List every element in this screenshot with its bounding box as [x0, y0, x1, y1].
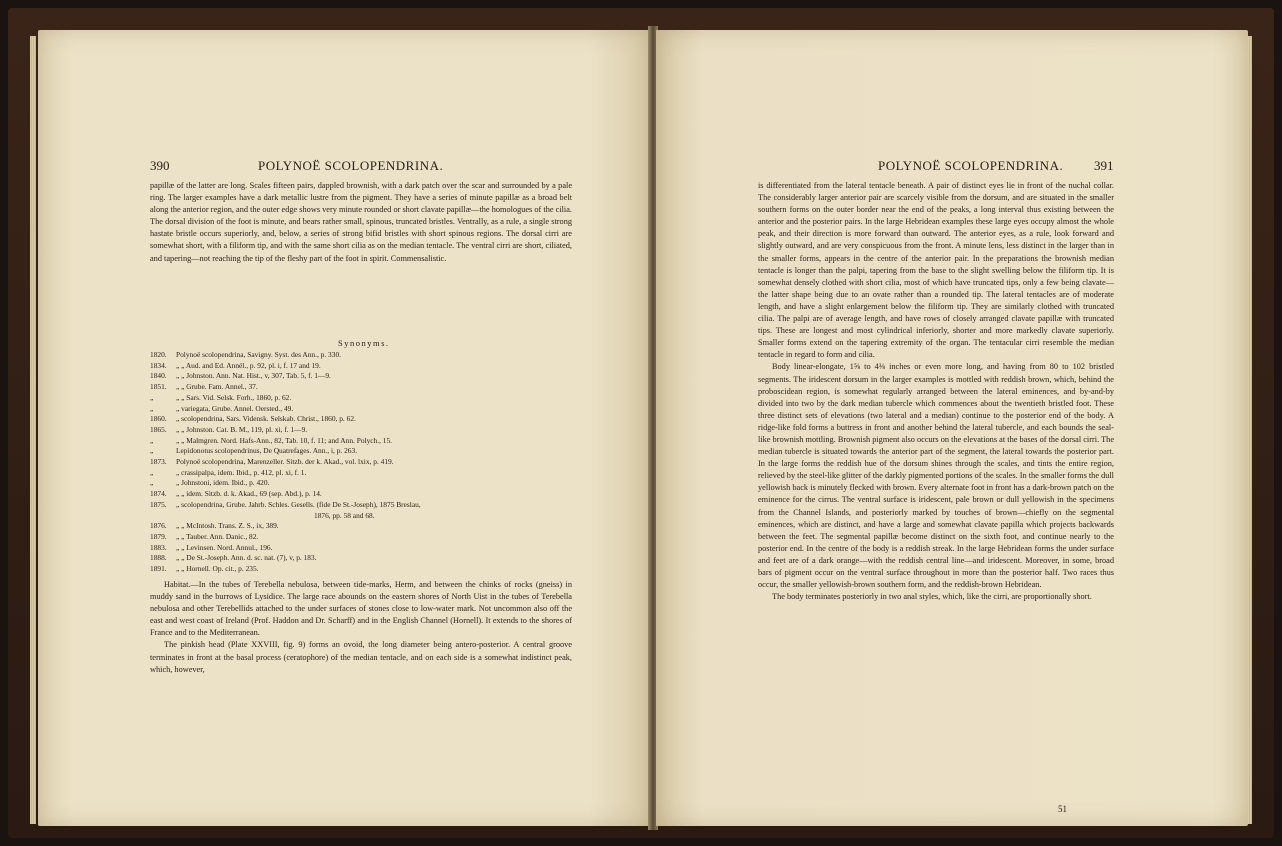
synonym-row: [150, 478, 580, 489]
synonym-reference: „ „ Aud. and Ed. Annél., p. 92, pl. i, f. 17 and 19.: [176, 360, 321, 370]
left-page: [38, 30, 650, 826]
synonym-row: [150, 564, 580, 575]
synonym-year: „: [150, 478, 154, 488]
synonym-row: [150, 350, 580, 361]
synonym-reference: „ „ Grube. Fam. Annel., 37.: [176, 382, 258, 392]
right-running-head: POLYNOË SCOLOPENDRINA.: [878, 158, 1064, 173]
synonym-reference: „ Johnstoni, idem. Ibid., p. 420.: [176, 478, 270, 488]
synonym-reference: „ „ Levinsen. Nord. Annul., 196.: [176, 542, 273, 552]
book-spread: [8, 8, 1274, 838]
synonym-row: [150, 436, 580, 447]
synonyms-list: [150, 350, 580, 575]
anal-styles-paragraph: The body terminates posteriorly in two anal styles, which, like the cirri, are proportionally short.: [772, 592, 1092, 602]
eyes-tentacle-paragraph: is differentiated from the lateral tentacle beneath. A pair of distinct eyes lie in front of the nuchal collar. The considerably larger anterior pair are scarcely visible from the dorsum, and are situated in the smaller southern forms on the outer border near the end of the peaks, a long interval thus existing between the anterior and the posterior pairs. In the large Hebridean examples these large eyes occupy almost the whole peak, and their direction is more forward than outward. The anterior eyes, as a rule, look forward and slightly outward, and are very conspicuous from the front. A minute lens, less distinct in the larger than in the smaller forms, appears in the centre of the anterior pair. In the preparations the brownish median tentacle is longer than the palpi, tapering from the base to the slight swelling below the filiform tip. It is somewhat densely clothed with short cilia, most of which have truncated tips, only a few being clavate—the latter shape being due to an ovate rather than a rounded tip. The lateral tentacles are of moderate length, and have a slight enlargement below the filiform tip. They are similarly clothed with truncated cilia. The palpi are of average length, and have rows of closely arranged clavate papillæ with truncated tips. These are longest and most cylindrical inferiorly, shorter and more markedly clavate superiorly. Smaller forms extend on the tapering extremity of the organ. The tentacular cirri resemble the median tentacle in regard to form and cilia.: [758, 181, 1114, 360]
right-body-text: [758, 180, 1114, 603]
body-description-paragraph: Body linear-elongate, 1⅝ to 4⅜ inches or even more long, and having from 80 to 102 bristled segments. The iridescent dorsum in the larger examples is mottled with reddish brown, which, behind the proboscidean region, is somewhat regularly arranged between the lateral eminences, and by-and-by divided into two by the dark median tubercle which commences about the twentieth bristled foot. These three distinct sets of elevations (two lateral and a median) continue to the posterior end of the body. A ridge-like fold forms a buttress in front and another behind the lateral tubercle, and each bounds the seal-like brownish mottling. Brownish pigment also occurs on the elevations at the bases of the dorsal cirri. The median tubercle is situated towards the anterior part of the segment, the lateral towards the posterior part. In the large forms the reddish hue of the dorsum shines through the scales, and tints the entire region, relieved by the steel-like glitter of the darkly pigmented portions of the scales. In the smaller forms the dull yellowish back is minutely flecked with brown. Every alternate foot in front has a dark-brown patch on the eminence for the cirrus. The ventral surface is iridescent, pale brown or dull yellowish in the specimens from the Channel Islands, and posteriorly marked by touches of brown—chiefly on the segmental eminences, which are distinct, and have a large and somewhat clavate papilla which projects backwards between the feet. The segmental papillæ become distinct on the sixth foot, and continue nearly to the posterior end. In the centre of the body is a reddish streak. In the large Hebridean forms the under surface and feet are of a dark orange—with the reddish central line—and iridescent. Moreover, in some, broad bars of pigment occur on the ventral surface throughout in more than the posterior half. Two races thus occur, the smaller yellowish-brown southern form, and the reddish-brown Hebridean.: [758, 362, 1114, 590]
synonym-row: [150, 500, 580, 511]
synonym-row: [150, 521, 580, 532]
synonym-row: [150, 393, 580, 404]
synonym-row: [150, 414, 580, 425]
synonyms-heading: Synonyms.: [338, 338, 390, 348]
synonym-reference: „ variegata, Grube. Annel. Oersted., 49.: [176, 403, 294, 413]
synonym-row: [150, 532, 580, 543]
synonym-reference: Polynoë scolopendrina, Marenzeller. Sitzb. der k. Akad., vol. lxix, p. 419.: [176, 457, 394, 467]
synonym-year: 1883.: [150, 542, 167, 552]
synonym-year: 1840.: [150, 371, 167, 381]
synonym-row: [150, 425, 580, 436]
synonym-year: „: [150, 467, 154, 477]
synonym-reference: „ „ McIntosh. Trans. Z. S., ix, 389.: [176, 521, 279, 531]
synonym-reference: Polynoë scolopendrina, Savigny. Syst. des Ann., p. 330.: [176, 350, 341, 359]
synonym-year: 1820.: [150, 350, 167, 359]
synonym-year: 1873.: [150, 457, 167, 467]
synonym-year: 1834.: [150, 360, 167, 370]
synonym-reference: „ „ Johnston. Cat. B. M., 119, pl. xi, f. 1—9.: [176, 424, 308, 434]
synonym-row: [150, 489, 580, 500]
head-paragraph: The pinkish head (Plate XXVIII, fig. 9) forms an ovoid, the long diameter being antero-posterior. A central groove terminates in front at the basal process (ceratophore) of the median tentacle, and on each side is a somewhat indistinct peak, which, however,: [150, 640, 572, 674]
synonym-reference: „ „ idem. Sitzb. d. k. Akad., 69 (sep. Abd.), p. 14.: [176, 489, 322, 499]
synonym-reference: „ „ Tauber. Ann. Danic., 82.: [176, 531, 259, 541]
left-habitat-block: [150, 579, 572, 676]
right-page: [656, 30, 1248, 826]
synonym-row: 1876, pp. 58 and 68.: [314, 510, 375, 520]
left-intro-paragraph: [150, 180, 572, 265]
synonym-year: „: [150, 403, 154, 413]
synonym-year: 1876.: [150, 521, 167, 531]
synonym-row: [150, 371, 580, 382]
synonym-row: [150, 468, 580, 479]
synonym-reference: „ „ Malmgren. Nord. Hafs-Ann., 82, Tab. 10, f. 11; and Ann. Polych., 15.: [176, 435, 393, 445]
synonym-year: „: [150, 446, 154, 456]
synonym-row: [150, 404, 580, 415]
synonym-row: [150, 457, 580, 468]
synonym-reference: „ scolopendrina, Grube. Jahrb. Schles. Gesells. (fide De St.-Joseph), 1875 Breslau,: [176, 499, 421, 509]
left-page-number: 390: [150, 158, 170, 173]
synonym-year: 1865.: [150, 424, 167, 434]
left-running-head: POLYNOË SCOLOPENDRINA.: [258, 158, 444, 173]
left-page-edges: [30, 36, 36, 824]
synonym-year: 1860.: [150, 414, 167, 424]
synonym-year: 1851.: [150, 382, 167, 392]
synonym-reference: „ „ Sars. Vid. Selsk. Forh., 1860, p. 62.: [176, 392, 292, 402]
signature-mark: 51: [1058, 804, 1067, 814]
synonym-row: [150, 361, 580, 372]
habitat-paragraph: Habitat.—In the tubes of Terebella nebulosa, between tide-marks, Herm, and between the chinks of rocks (gneiss) in muddy sand in the burrows of Lysidice. The large race abounds on the eastern shores of North Uist in the tubes of Terebella nebulosa and other Terebellids attached to the under surfaces of stones close to low-water mark. Not uncommon also off the east and west coast of Ireland (Prof. Haddon and Dr. Scharff) and in the English Channel (Hornell). It extends to the shores of France and to the Mediterranean.: [150, 580, 572, 638]
synonym-year: 1875.: [150, 499, 167, 509]
synonym-row: [150, 553, 580, 564]
intro-text: papillæ of the latter are long. Scales fifteen pairs, dappled brownish, with a dark patch over the scar and surrounded by a pale ring. The larger examples have a dark metallic lustre from the pigment. They have a series of minute papillæ as a broad belt along the anterior region, and the outer edge shows very minute rounded or short clavate papillæ—the homologues of the cilia. The dorsal division of the foot is minute, and bears rather small, spinous, truncated bristles. Ventrally, as a rule, a single strong hastate bristle occurs superiorly, and, below, a series of strong bifid bristles with short spinous regions. The dorsal cirri are somewhat short, with a filiform tip, and with the same short cilia as on the median tentacle. The ventral cirri are short, ciliated, and tapering—not reaching the tip of the fleshy part of the foot in spirit. Commensalistic.: [150, 181, 572, 263]
synonym-year: „: [150, 392, 154, 402]
synonym-year: 1888.: [150, 553, 167, 563]
synonym-row: [150, 446, 580, 457]
synonym-year: 1874.: [150, 489, 167, 499]
synonym-year: „: [150, 435, 154, 445]
synonym-reference: „ scolopendrina, Sars. Vidensk. Selskab. Christ., 1860, p. 62.: [176, 414, 356, 424]
right-page-number: 391: [1094, 158, 1114, 173]
synonym-reference: „ „ Johnston. Ann. Nat. Hist., v, 307, Tab. 5, f. 1—9.: [176, 371, 331, 381]
synonym-reference: „ „ De St.-Joseph. Ann. d. sc. nat. (7), v, p. 183.: [176, 553, 317, 563]
synonym-year: 1879.: [150, 531, 167, 541]
synonym-row: [150, 543, 580, 554]
synonym-reference: „ crassipalpa, idem. Ibid., p. 412, pl. xi, f. 1.: [176, 467, 307, 477]
synonym-reference: „ „ Hornell. Op. cit., p. 235.: [176, 564, 259, 574]
synonym-reference: Lepidonotus scolopendrinus, De Quatrefages. Ann., i, p. 263.: [176, 446, 358, 456]
synonym-row: [150, 382, 580, 393]
synonym-year: 1891.: [150, 564, 167, 574]
